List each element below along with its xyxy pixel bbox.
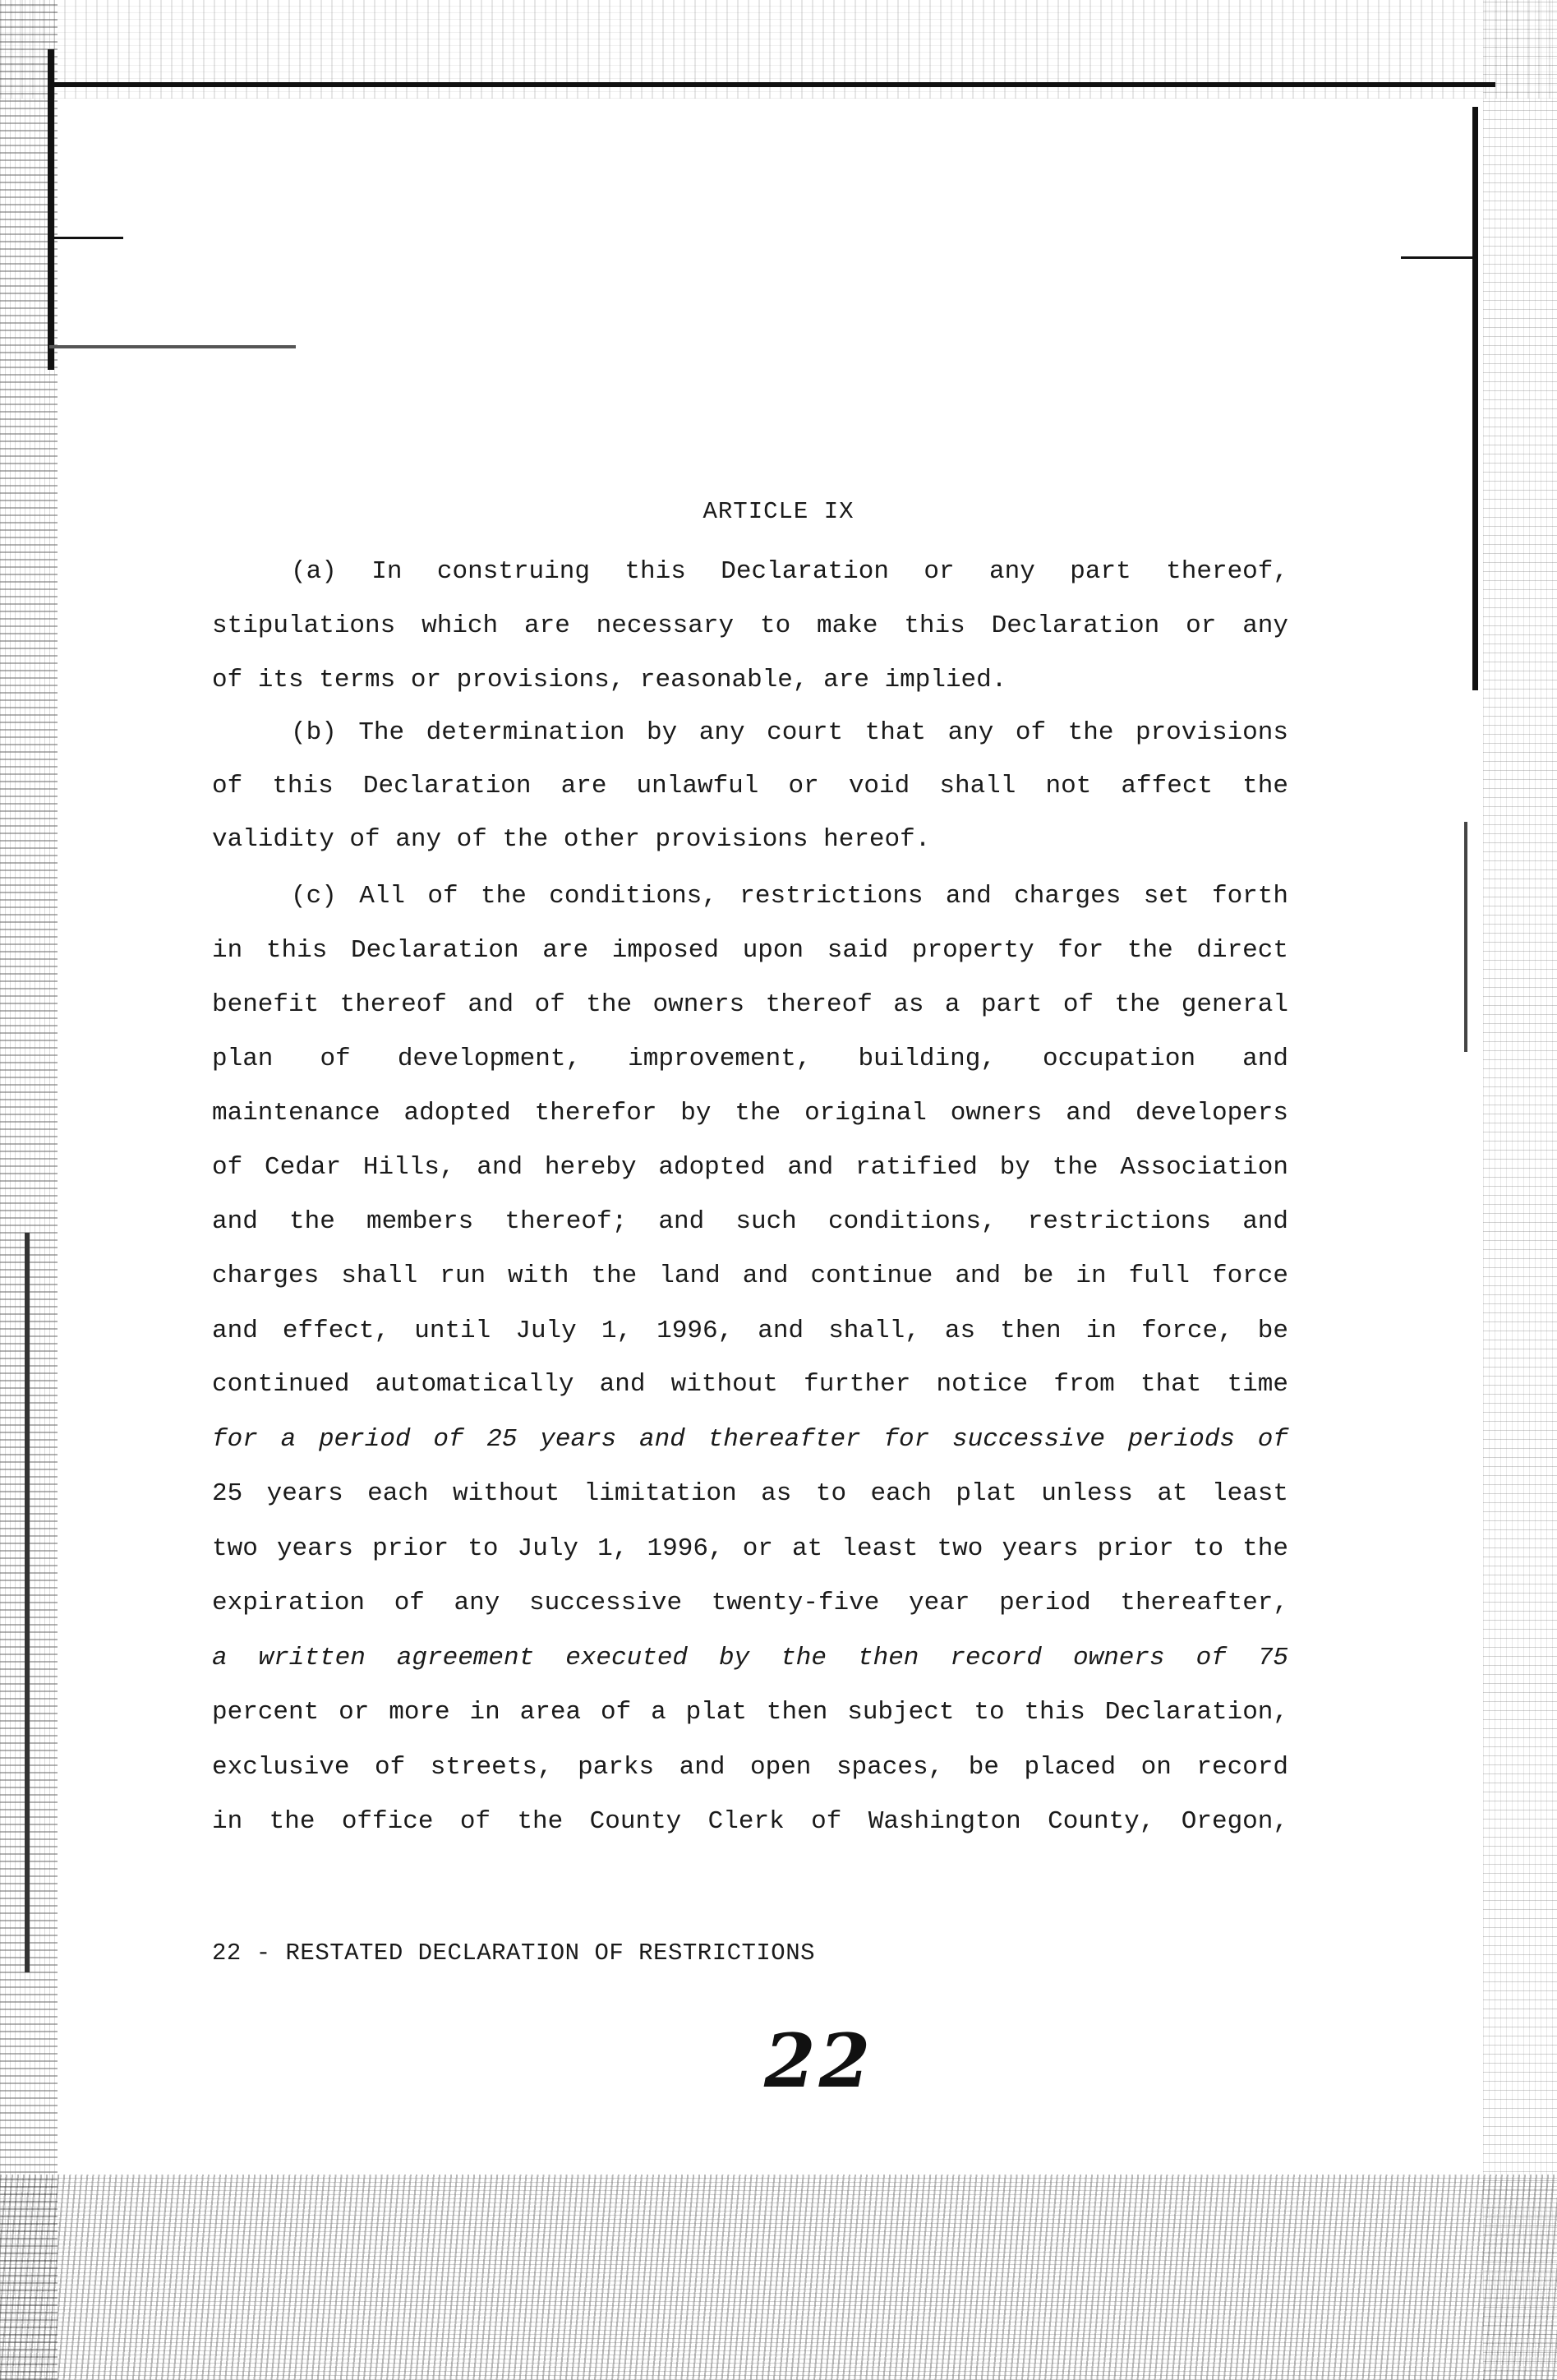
scan-frame-top — [49, 82, 1495, 87]
scan-frame-left-lower — [25, 1233, 30, 1972]
scan-noise-bottom — [0, 2175, 1557, 2380]
paragraph-c-line-16: percent or more in area of a plat then subject to this Declaration, — [212, 1698, 1288, 1727]
paragraph-c-line-11: for a period of 25 years and thereafter for successive periods of — [212, 1425, 1288, 1454]
scan-frame-left — [48, 49, 54, 370]
paragraph-b-line-1: (b) The determination by any court that any of the provisions — [291, 718, 1288, 747]
article-heading: ARTICLE IX — [702, 498, 855, 525]
scan-frame-right — [1472, 107, 1478, 690]
scan-noise-right — [1483, 0, 1557, 2380]
paragraph-a-line-2: stipulations which are necessary to make this Declaration or any — [212, 611, 1288, 640]
paragraph-b-line-2: of this Declaration are unlawful or void shall not affect the — [212, 772, 1288, 800]
scan-frame-inner — [49, 345, 296, 348]
paragraph-c-line-15: a written agreement executed by the then record owners of 75 — [212, 1644, 1288, 1672]
paragraph-a-line-3: of its terms or provisions, reasonable, are implied. — [212, 666, 1007, 694]
paragraph-a-line-1: (a) In construing this Declaration or any part thereof, — [291, 557, 1288, 586]
scan-frame-right-lower — [1464, 822, 1467, 1052]
paragraph-c-line-3: benefit thereof and of the owners thereof as a part of the general — [212, 990, 1288, 1019]
paragraph-c-line-2: in this Declaration are imposed upon said property for the direct — [212, 936, 1288, 965]
paragraph-c-line-10: continued automatically and without further notice from that time — [212, 1370, 1288, 1399]
paragraph-c-line-5: maintenance adopted therefor by the original owners and developers — [212, 1099, 1288, 1128]
scan-registration-mark-right — [1401, 256, 1475, 259]
paragraph-c-line-18: in the office of the County Clerk of Washington County, Oregon, — [212, 1807, 1288, 1836]
scan-registration-mark-left — [49, 237, 123, 239]
paragraph-b-line-3: validity of any of the other provisions hereof. — [212, 825, 931, 854]
paragraph-c-line-4: plan of development, improvement, building, occupation and — [212, 1045, 1288, 1073]
paragraph-c-line-8: charges shall run with the land and continue and be in full force — [212, 1261, 1288, 1290]
paragraph-c-line-9: and effect, until July 1, 1996, and shall, as then in force, be — [212, 1317, 1288, 1345]
paragraph-c-line-1: (c) All of the conditions, restrictions and charges set forth — [291, 882, 1288, 911]
handwritten-page-number: 22 — [764, 2018, 874, 2105]
paragraph-c-line-13: two years prior to July 1, 1996, or at least two years prior to the — [212, 1534, 1288, 1563]
page-footer: 22 - RESTATED DECLARATION OF RESTRICTIONS — [212, 1940, 816, 1967]
paragraph-c-line-7: and the members thereof; and such conditions, restrictions and — [212, 1207, 1288, 1236]
paragraph-c-line-12: 25 years each without limitation as to each plat unless at least — [212, 1479, 1288, 1508]
paragraph-c-line-17: exclusive of streets, parks and open spaces, be placed on record — [212, 1753, 1288, 1782]
paragraph-c-line-6: of Cedar Hills, and hereby adopted and ratified by the Association — [212, 1153, 1288, 1182]
paragraph-c-line-14: expiration of any successive twenty-five year period thereafter, — [212, 1589, 1288, 1617]
